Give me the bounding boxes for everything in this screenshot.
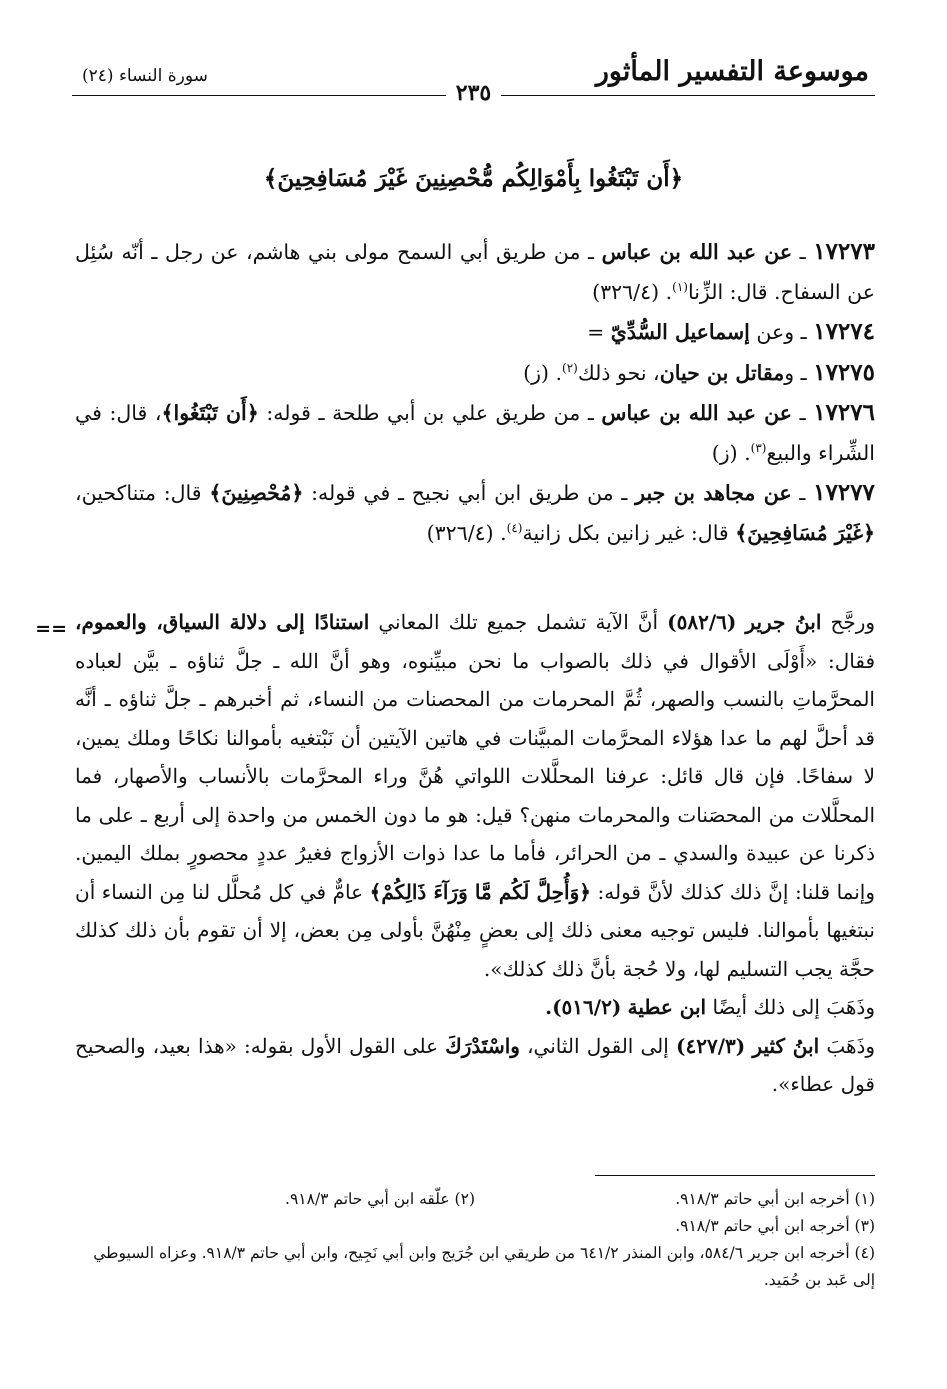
commentary-paragraph: وذَهَبَ ابنُ كثير (٤٢٧/٣) إلى القول الثاني، واسْتَدْرَكَ على القول الأول بقوله: «هذا بعيد، والصحيح قول عطاء».	[75, 1033, 876, 1096]
narration-17275: ١٧٢٧٥ ـ ومقاتل بن حيان، نحو ذلك$^{(٢)}$. (ز)	[523, 358, 875, 386]
footnote-3: (٣) أخرجه ابن أبي حاتم ٩١٨/٣.	[675, 1217, 875, 1235]
commentary-paragraph: وذَهَبَ إلى ذلك أيضًا ابن عطية (٥١٦/٢).	[545, 995, 875, 1019]
footnote-rule	[595, 1175, 875, 1176]
commentary-paragraph: ورجَّح ابنُ جرير (٥٨٢/٦) أنَّ الآية تشمل جميع تلك المعاني استنادًا إلى دلالة السياق، والعموم، فقال: «أَوْلَى الأقوال في ذلك بالصواب ما نحن مبيِّنوه، وهو أنَّ الله ـ جلَّ ثناؤه ـ بيَّن لعباده المحرَّماتِ بالنسب والصهر، ثُمَّ المحرمات من المحصنات من النساء، ثم أخبرهم ـ جلَّ ثناؤه ـ أنَّه قد أحلَّ لهم ما عدا هؤلاء المحرَّمات المبيَّنات في هاتين الآيتين أن نَبْتغيه بأموالنا نكاحًا وملك يمين، لا سفاحًا. فإن قال قائل: عرفنا المحلَّلات اللواتي هُنَّ وراء المحرَّمات بالأنساب والأصهار، فما المحلَّلات من المحصَنات والمحرمات منهن؟ قيل: هو ما دون الخمس من واحدة إلى أربع ـ على ما ذكرنا عن عبيدة والسدي ـ من الحرائر، فأما ما عدا ذوات الأزواج فغيرُ عددٍ محصورٍ بملك اليمين. وإنما قلنا: إنَّ ذلك كذلك لأنَّ قوله: ﴿وَأُحِلَّ لَكُم مَّا وَرَآءَ ذَالِكُمْ﴾ عامٌّ في كل مُحلَّل لنا مِن النساء أن نبتغيها بأموالنا. فليس توجيه معنى ذلك إلى بعضٍ مِنْهُنَّ بأولى مِن بعض، إلا أن تقوم بأن ذلك كذلك حجَّة يجب التسليم لها، ولا حُجة بأنَّ ذلك كذلك».	[75, 610, 876, 981]
footnote-4: (٤) أخرجه ابن جرير ٥٨٤/٦، وابن المنذر ٦٤١/٢ من طريقي ابن جُرَيج وابن أبي نَجِيح، وابن أبي حاتم ٩١٨/٣. وعزاه السيوطي إلى عَبد بن حُمَيد.	[93, 1244, 875, 1289]
narration-17274: ١٧٢٧٤ ـ وعن إسماعيل السُّدِّيّ =	[587, 318, 875, 345]
narrations	[75, 232, 875, 553]
surah-label: سورة النساء (٢٤)	[82, 66, 208, 86]
narration-17277: ١٧٢٧٧ ـ عن مجاهد بن جبر ـ من طريق ابن أبي نجيح ـ في قوله: ﴿مُحْصِنِينَ﴾ قال: متناكحين، ﴿غَيْرَ مُسَافِحِينَ﴾ قال: غير زانين بكل زانية$^{(٤)}$. (٣٢٦/٤)	[75, 479, 875, 545]
commentary	[75, 603, 875, 1104]
footnotes	[75, 1186, 875, 1294]
page-number: ٢٣٥	[0, 80, 947, 106]
narration-17276: ١٧٢٧٦ ـ عن عبد الله بن عباس ـ من طريق علي بن أبي طلحة ـ قوله: ﴿أَن تَبْتَغُوا﴾، قال: في الشِّراء والبيع$^{(٣)}$. (ز)	[75, 399, 875, 465]
narration-17273: ١٧٢٧٣ ـ عن عبد الله بن عباس ـ من طريق أبي السمح مولى بني هاشم، عن رجل ـ أنّه سُئِل عن السفاح. قال: الزِّنا$^{(١)}$. (٣٢٦/٤)	[75, 238, 875, 304]
continuation-mark: ==	[35, 618, 67, 640]
footnote-row	[75, 1186, 875, 1213]
footnote-2: (٢) علّقه ابن أبي حاتم ٩١٨/٣.	[285, 1190, 475, 1208]
book-title: موسوعة التفسير المأثور	[595, 56, 869, 87]
ayah-heading: ﴿أَن تَبْتَغُوا بِأَمْوَالِكُم مُّحْصِنِينَ غَيْرَ مُسَافِحِينَ﴾	[263, 165, 684, 192]
footnote-1: (١) أخرجه ابن أبي حاتم ٩١٨/٣.	[675, 1190, 875, 1208]
